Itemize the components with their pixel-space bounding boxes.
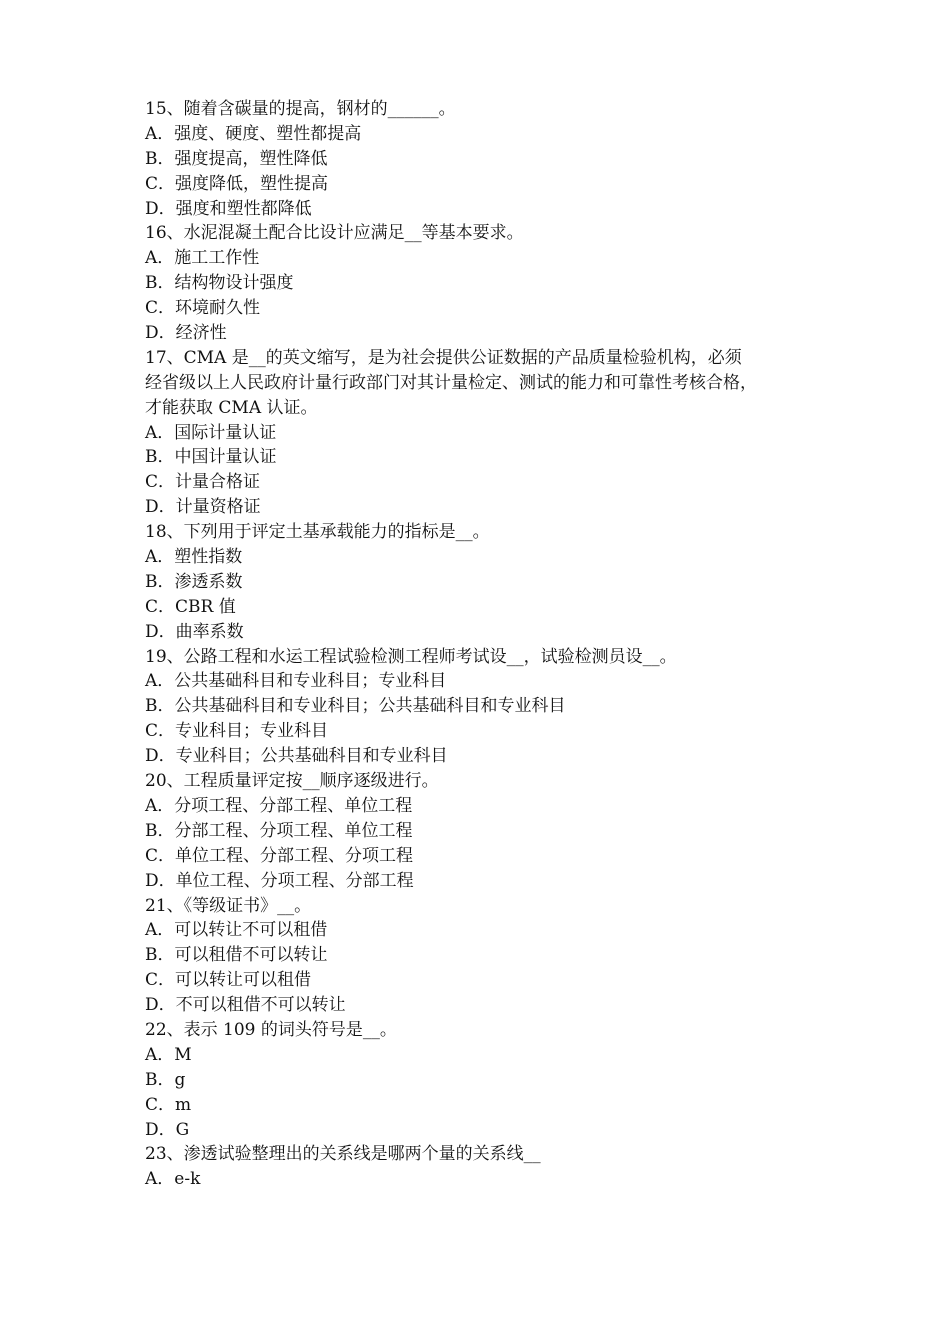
option-c: C．环境耐久性 (145, 298, 261, 319)
option-c: C．CBR 值 (145, 596, 236, 617)
option-b: B．渗透系数 (145, 571, 243, 592)
question-16 (145, 221, 815, 345)
option-a: A．M (145, 1044, 192, 1065)
question-stem: 15、随着含碳量的提高，钢材的______。 (145, 99, 456, 119)
option-c: C．专业科目；专业科目 (145, 721, 329, 742)
option-a: A．施工工作性 (145, 248, 260, 269)
question-stem: 16、水泥混凝土配合比设计应满足__等基本要求。 (145, 223, 524, 244)
option-b: B．中国计量认证 (145, 447, 277, 468)
option-b: B．可以租借不可以转让 (145, 945, 328, 966)
question-17 (145, 346, 815, 520)
option-a: A．e-k (145, 1169, 201, 1190)
option-d: D．计量资格证 (145, 497, 261, 518)
option-d: D．不可以租借不可以转让 (145, 995, 346, 1016)
document-page (145, 97, 815, 1192)
option-a: A．国际计量认证 (145, 422, 277, 443)
option-c: C．m (145, 1094, 192, 1115)
question-stem-line-2: 经省级以上人民政府计量行政部门对其计量检定、测试的能力和可靠性考核合格， (145, 372, 757, 393)
option-d: D．经济性 (145, 323, 227, 344)
question-stem-line-1: 17、CMA 是__的英文缩写，是为社会提供公证数据的产品质量检验机构，必须 (145, 347, 742, 368)
question-21 (145, 894, 815, 1018)
question-15 (145, 97, 815, 221)
question-22 (145, 1018, 815, 1142)
question-stem: 20、工程质量评定按__顺序逐级进行。 (145, 771, 439, 792)
question-stem-line-3: 才能获取 CMA 认证。 (145, 397, 318, 418)
option-a: A．公共基础科目和专业科目；专业科目 (145, 671, 447, 692)
option-b: B．公共基础科目和专业科目；公共基础科目和专业科目 (145, 696, 566, 717)
question-stem: 19、公路工程和水运工程试验检测工程师考试设__，试验检测员设__。 (145, 646, 677, 667)
option-a: A．可以转让不可以租借 (145, 920, 328, 941)
option-d: D．单位工程、分项工程、分部工程 (145, 870, 414, 891)
question-stem: 18、下列用于评定土基承载能力的指标是__。 (145, 522, 490, 543)
option-a: A．强度、硬度、塑性都提高 (145, 123, 362, 144)
option-b: B．结构物设计强度 (145, 273, 294, 294)
option-d: D．曲率系数 (145, 621, 244, 642)
option-c: C．可以转让可以租借 (145, 970, 312, 991)
option-c: C．单位工程、分部工程、分项工程 (145, 845, 414, 866)
option-d: D．强度和塑性都降低 (145, 198, 312, 219)
option-a: A．塑性指数 (145, 547, 243, 568)
question-20 (145, 769, 815, 893)
option-a: A．分项工程、分部工程、单位工程 (145, 795, 413, 816)
question-19 (145, 645, 815, 769)
question-stem: 21、《等级证书》__。 (145, 895, 312, 916)
question-stem: 23、渗透试验整理出的关系线是哪两个量的关系线__ (145, 1144, 541, 1165)
option-d: D．G (145, 1119, 190, 1140)
question-23 (145, 1142, 815, 1192)
option-b: B．分部工程、分项工程、单位工程 (145, 820, 413, 841)
option-c: C．强度降低，塑性提高 (145, 173, 329, 194)
question-18 (145, 520, 815, 644)
option-c: C．计量合格证 (145, 472, 261, 493)
option-d: D．专业科目；公共基础科目和专业科目 (145, 746, 448, 767)
question-stem: 22、表示 109 的词头符号是__。 (145, 1019, 397, 1040)
option-b: B．g (145, 1069, 186, 1090)
option-b: B．强度提高，塑性降低 (145, 148, 328, 169)
